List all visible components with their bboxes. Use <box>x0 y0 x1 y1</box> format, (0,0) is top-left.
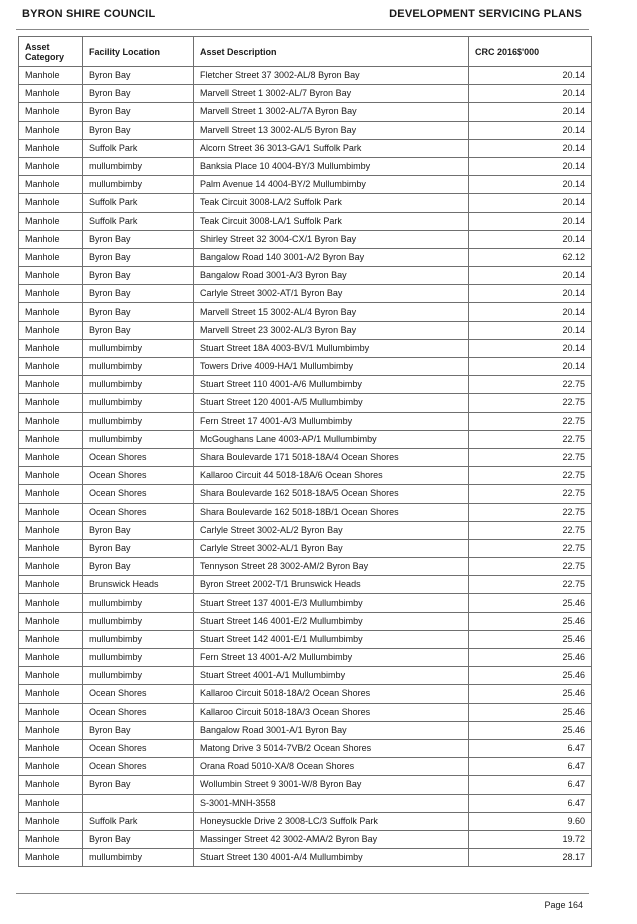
asset-description-cell: Fletcher Street 37 3002-AL/8 Byron Bay <box>194 67 469 85</box>
facility-location-cell: Ocean Shores <box>83 503 194 521</box>
crc-value-cell: 20.14 <box>469 67 592 85</box>
asset-description-cell: Stuart Street 142 4001-E/1 Mullumbimby <box>194 630 469 648</box>
asset-category-cell: Manhole <box>19 103 83 121</box>
council-name: BYRON SHIRE COUNCIL <box>22 8 156 20</box>
crc-value-cell: 22.75 <box>469 448 592 466</box>
facility-location-cell: Ocean Shores <box>83 739 194 757</box>
asset-description-cell: Tennyson Street 28 3002-AM/2 Byron Bay <box>194 558 469 576</box>
facility-location-cell: Ocean Shores <box>83 448 194 466</box>
asset-description-cell: Stuart Street 4001-A/1 Mullumbimby <box>194 667 469 685</box>
crc-value-cell: 22.75 <box>469 576 592 594</box>
asset-category-cell: Manhole <box>19 467 83 485</box>
asset-description-cell: Shara Boulevarde 162 5018-18A/5 Ocean Shores <box>194 485 469 503</box>
table-row <box>19 758 592 776</box>
asset-category-cell: Manhole <box>19 121 83 139</box>
asset-description-cell: Kallaroo Circuit 5018-18A/3 Ocean Shores <box>194 703 469 721</box>
table-row <box>19 376 592 394</box>
asset-description-cell: Stuart Street 146 4001-E/2 Mullumbimby <box>194 612 469 630</box>
facility-location-cell: Brunswick Heads <box>83 576 194 594</box>
table-row <box>19 321 592 339</box>
asset-category-cell: Manhole <box>19 794 83 812</box>
table-row <box>19 521 592 539</box>
facility-location-cell: Suffolk Park <box>83 139 194 157</box>
asset-table <box>18 36 592 867</box>
asset-category-cell: Manhole <box>19 758 83 776</box>
table-row <box>19 776 592 794</box>
asset-category-cell: Manhole <box>19 139 83 157</box>
asset-description-cell: Carlyle Street 3002-AL/2 Byron Bay <box>194 521 469 539</box>
asset-description-cell: Kallaroo Circuit 5018-18A/2 Ocean Shores <box>194 685 469 703</box>
asset-description-cell: Towers Drive 4009-HA/1 Mullumbimby <box>194 358 469 376</box>
crc-value-cell: 20.14 <box>469 176 592 194</box>
crc-value-cell: 22.75 <box>469 412 592 430</box>
crc-value-cell: 20.14 <box>469 339 592 357</box>
asset-description-cell: Stuart Street 110 4001-A/6 Mullumbimby <box>194 376 469 394</box>
facility-location-cell: mullumbimby <box>83 157 194 175</box>
asset-description-cell: Marvell Street 23 3002-AL/3 Byron Bay <box>194 321 469 339</box>
asset-description-cell: Stuart Street 130 4001-A/4 Mullumbimby <box>194 849 469 867</box>
asset-description-cell: Stuart Street 120 4001-A/5 Mullumbimby <box>194 394 469 412</box>
crc-value-cell: 62.12 <box>469 248 592 266</box>
table-row <box>19 630 592 648</box>
table-row <box>19 448 592 466</box>
table-row <box>19 212 592 230</box>
asset-category-cell: Manhole <box>19 521 83 539</box>
facility-location-cell: Byron Bay <box>83 521 194 539</box>
asset-category-cell: Manhole <box>19 649 83 667</box>
asset-description-cell: Honeysuckle Drive 2 3008-LC/3 Suffolk Park <box>194 812 469 830</box>
facility-location-cell: Byron Bay <box>83 776 194 794</box>
facility-location-cell: Ocean Shores <box>83 467 194 485</box>
facility-location-cell: mullumbimby <box>83 358 194 376</box>
crc-value-cell: 25.46 <box>469 612 592 630</box>
facility-location-cell: Byron Bay <box>83 121 194 139</box>
asset-category-cell: Manhole <box>19 576 83 594</box>
asset-description-cell: Bangalow Road 3001-A/1 Byron Bay <box>194 721 469 739</box>
table-row <box>19 121 592 139</box>
asset-category-cell: Manhole <box>19 830 83 848</box>
footer-divider <box>16 893 589 894</box>
asset-description-cell: S-3001-MNH-3558 <box>194 794 469 812</box>
facility-location-cell: mullumbimby <box>83 339 194 357</box>
asset-category-cell: Manhole <box>19 176 83 194</box>
table-row <box>19 612 592 630</box>
table-row <box>19 721 592 739</box>
asset-description-cell: Orana Road 5010-XA/8 Ocean Shores <box>194 758 469 776</box>
crc-value-cell: 20.14 <box>469 230 592 248</box>
table-row <box>19 339 592 357</box>
facility-location-cell <box>83 794 194 812</box>
asset-description-cell: Marvell Street 1 3002-AL/7 Byron Bay <box>194 85 469 103</box>
table-row <box>19 285 592 303</box>
crc-value-cell: 6.47 <box>469 794 592 812</box>
facility-location-cell: Byron Bay <box>83 85 194 103</box>
header-divider <box>16 29 589 30</box>
table-row <box>19 594 592 612</box>
column-header-crc: CRC 2016$'000 <box>469 37 592 67</box>
crc-value-cell: 25.46 <box>469 630 592 648</box>
asset-category-cell: Manhole <box>19 267 83 285</box>
table-row <box>19 303 592 321</box>
asset-category-cell: Manhole <box>19 339 83 357</box>
facility-location-cell: Ocean Shores <box>83 758 194 776</box>
asset-category-cell: Manhole <box>19 394 83 412</box>
asset-category-cell: Manhole <box>19 739 83 757</box>
asset-category-cell: Manhole <box>19 485 83 503</box>
facility-location-cell: mullumbimby <box>83 430 194 448</box>
asset-category-cell: Manhole <box>19 358 83 376</box>
table-row <box>19 667 592 685</box>
asset-description-cell: Banksia Place 10 4004-BY/3 Mullumbimby <box>194 157 469 175</box>
asset-category-cell: Manhole <box>19 67 83 85</box>
facility-location-cell: Byron Bay <box>83 830 194 848</box>
facility-location-cell: Ocean Shores <box>83 703 194 721</box>
table-row <box>19 248 592 266</box>
table-row <box>19 794 592 812</box>
asset-category-cell: Manhole <box>19 612 83 630</box>
crc-value-cell: 22.75 <box>469 467 592 485</box>
crc-value-cell: 9.60 <box>469 812 592 830</box>
asset-description-cell: Teak Circuit 3008-LA/2 Suffolk Park <box>194 194 469 212</box>
asset-description-cell: Marvell Street 13 3002-AL/5 Byron Bay <box>194 121 469 139</box>
facility-location-cell: mullumbimby <box>83 176 194 194</box>
crc-value-cell: 20.14 <box>469 303 592 321</box>
crc-value-cell: 22.75 <box>469 485 592 503</box>
facility-location-cell: mullumbimby <box>83 649 194 667</box>
crc-value-cell: 22.75 <box>469 503 592 521</box>
table-row <box>19 539 592 557</box>
crc-value-cell: 19.72 <box>469 830 592 848</box>
crc-value-cell: 22.75 <box>469 376 592 394</box>
table-row <box>19 176 592 194</box>
crc-value-cell: 20.14 <box>469 212 592 230</box>
asset-description-cell: Shara Boulevarde 171 5018-18A/4 Ocean Shores <box>194 448 469 466</box>
asset-description-cell: Stuart Street 137 4001-E/3 Mullumbimby <box>194 594 469 612</box>
crc-value-cell: 20.14 <box>469 267 592 285</box>
table-row <box>19 739 592 757</box>
asset-category-cell: Manhole <box>19 212 83 230</box>
page-number: Page 164 <box>544 900 583 910</box>
facility-location-cell: Suffolk Park <box>83 194 194 212</box>
table-row <box>19 849 592 867</box>
facility-location-cell: mullumbimby <box>83 394 194 412</box>
table-row <box>19 576 592 594</box>
crc-value-cell: 20.14 <box>469 103 592 121</box>
asset-category-cell: Manhole <box>19 558 83 576</box>
asset-description-cell: Fern Street 17 4001-A/3 Mullumbimby <box>194 412 469 430</box>
asset-category-cell: Manhole <box>19 157 83 175</box>
asset-category-cell: Manhole <box>19 303 83 321</box>
facility-location-cell: mullumbimby <box>83 594 194 612</box>
asset-description-cell: Shirley Street 32 3004-CX/1 Byron Bay <box>194 230 469 248</box>
facility-location-cell: Byron Bay <box>83 321 194 339</box>
table-row <box>19 485 592 503</box>
asset-description-cell: McGoughans Lane 4003-AP/1 Mullumbimby <box>194 430 469 448</box>
facility-location-cell: Suffolk Park <box>83 212 194 230</box>
crc-value-cell: 20.14 <box>469 121 592 139</box>
facility-location-cell: Byron Bay <box>83 67 194 85</box>
table-row <box>19 157 592 175</box>
asset-category-cell: Manhole <box>19 230 83 248</box>
crc-value-cell: 22.75 <box>469 558 592 576</box>
crc-value-cell: 22.75 <box>469 521 592 539</box>
table-row <box>19 685 592 703</box>
crc-value-cell: 20.14 <box>469 321 592 339</box>
asset-category-cell: Manhole <box>19 85 83 103</box>
asset-description-cell: Kallaroo Circuit 44 5018-18A/6 Ocean Shores <box>194 467 469 485</box>
table-row <box>19 103 592 121</box>
asset-description-cell: Carlyle Street 3002-AL/1 Byron Bay <box>194 539 469 557</box>
page-header <box>22 8 582 20</box>
facility-location-cell: Byron Bay <box>83 303 194 321</box>
asset-description-cell: Stuart Street 18A 4003-BV/1 Mullumbimby <box>194 339 469 357</box>
crc-value-cell: 28.17 <box>469 849 592 867</box>
facility-location-cell: Byron Bay <box>83 267 194 285</box>
asset-category-cell: Manhole <box>19 685 83 703</box>
crc-value-cell: 25.46 <box>469 594 592 612</box>
facility-location-cell: mullumbimby <box>83 412 194 430</box>
asset-description-cell: Shara Boulevarde 162 5018-18B/1 Ocean Shores <box>194 503 469 521</box>
crc-value-cell: 20.14 <box>469 285 592 303</box>
asset-description-cell: Alcorn Street 36 3013-GA/1 Suffolk Park <box>194 139 469 157</box>
table-row <box>19 503 592 521</box>
asset-category-cell: Manhole <box>19 776 83 794</box>
document-title: DEVELOPMENT SERVICING PLANS <box>389 8 582 20</box>
table-row <box>19 394 592 412</box>
asset-category-cell: Manhole <box>19 321 83 339</box>
crc-value-cell: 25.46 <box>469 721 592 739</box>
crc-value-cell: 20.14 <box>469 358 592 376</box>
table-row <box>19 67 592 85</box>
asset-description-cell: Massinger Street 42 3002-AMA/2 Byron Bay <box>194 830 469 848</box>
table-header-row <box>19 37 592 67</box>
table-row <box>19 703 592 721</box>
asset-category-cell: Manhole <box>19 412 83 430</box>
crc-value-cell: 22.75 <box>469 539 592 557</box>
column-header-asset-description: Asset Description <box>194 37 469 67</box>
asset-description-cell: Bangalow Road 3001-A/3 Byron Bay <box>194 267 469 285</box>
column-header-asset-category: Asset Category <box>19 37 83 67</box>
asset-category-cell: Manhole <box>19 248 83 266</box>
asset-description-cell: Byron Street 2002-T/1 Brunswick Heads <box>194 576 469 594</box>
facility-location-cell: Byron Bay <box>83 539 194 557</box>
crc-value-cell: 20.14 <box>469 139 592 157</box>
asset-description-cell: Bangalow Road 140 3001-A/2 Byron Bay <box>194 248 469 266</box>
asset-category-cell: Manhole <box>19 503 83 521</box>
table-body <box>19 67 592 867</box>
asset-category-cell: Manhole <box>19 703 83 721</box>
table-row <box>19 139 592 157</box>
asset-description-cell: Fern Street 13 4001-A/2 Mullumbimby <box>194 649 469 667</box>
asset-category-cell: Manhole <box>19 667 83 685</box>
crc-value-cell: 6.47 <box>469 776 592 794</box>
facility-location-cell: Byron Bay <box>83 285 194 303</box>
asset-category-cell: Manhole <box>19 430 83 448</box>
facility-location-cell: Ocean Shores <box>83 485 194 503</box>
table-row <box>19 194 592 212</box>
asset-category-cell: Manhole <box>19 849 83 867</box>
facility-location-cell: mullumbimby <box>83 849 194 867</box>
asset-description-cell: Matong Drive 3 5014-7VB/2 Ocean Shores <box>194 739 469 757</box>
asset-category-cell: Manhole <box>19 539 83 557</box>
facility-location-cell: Byron Bay <box>83 721 194 739</box>
facility-location-cell: mullumbimby <box>83 630 194 648</box>
asset-category-cell: Manhole <box>19 594 83 612</box>
asset-description-cell: Marvell Street 1 3002-AL/7A Byron Bay <box>194 103 469 121</box>
crc-value-cell: 25.46 <box>469 685 592 703</box>
crc-value-cell: 22.75 <box>469 394 592 412</box>
crc-value-cell: 25.46 <box>469 667 592 685</box>
asset-category-cell: Manhole <box>19 194 83 212</box>
asset-category-cell: Manhole <box>19 285 83 303</box>
table-row <box>19 358 592 376</box>
crc-value-cell: 22.75 <box>469 430 592 448</box>
crc-value-cell: 6.47 <box>469 739 592 757</box>
facility-location-cell: Byron Bay <box>83 103 194 121</box>
table-row <box>19 267 592 285</box>
crc-value-cell: 20.14 <box>469 194 592 212</box>
facility-location-cell: Suffolk Park <box>83 812 194 830</box>
facility-location-cell: mullumbimby <box>83 667 194 685</box>
facility-location-cell: Byron Bay <box>83 248 194 266</box>
asset-description-cell: Marvell Street 15 3002-AL/4 Byron Bay <box>194 303 469 321</box>
table-row <box>19 85 592 103</box>
asset-description-cell: Wollumbin Street 9 3001-W/8 Byron Bay <box>194 776 469 794</box>
table-row <box>19 412 592 430</box>
asset-description-cell: Palm Avenue 14 4004-BY/2 Mullumbimby <box>194 176 469 194</box>
asset-category-cell: Manhole <box>19 376 83 394</box>
crc-value-cell: 20.14 <box>469 85 592 103</box>
table-row <box>19 230 592 248</box>
facility-location-cell: Ocean Shores <box>83 685 194 703</box>
table-row <box>19 649 592 667</box>
crc-value-cell: 25.46 <box>469 649 592 667</box>
asset-description-cell: Carlyle Street 3002-AT/1 Byron Bay <box>194 285 469 303</box>
asset-category-cell: Manhole <box>19 812 83 830</box>
asset-category-cell: Manhole <box>19 630 83 648</box>
table-row <box>19 467 592 485</box>
column-header-facility-location: Facility Location <box>83 37 194 67</box>
crc-value-cell: 6.47 <box>469 758 592 776</box>
asset-category-cell: Manhole <box>19 448 83 466</box>
table-row <box>19 830 592 848</box>
asset-category-cell: Manhole <box>19 721 83 739</box>
facility-location-cell: Byron Bay <box>83 558 194 576</box>
crc-value-cell: 20.14 <box>469 157 592 175</box>
asset-description-cell: Teak Circuit 3008-LA/1 Suffolk Park <box>194 212 469 230</box>
table-row <box>19 558 592 576</box>
facility-location-cell: Byron Bay <box>83 230 194 248</box>
facility-location-cell: mullumbimby <box>83 376 194 394</box>
crc-value-cell: 25.46 <box>469 703 592 721</box>
table-row <box>19 812 592 830</box>
facility-location-cell: mullumbimby <box>83 612 194 630</box>
table-row <box>19 430 592 448</box>
